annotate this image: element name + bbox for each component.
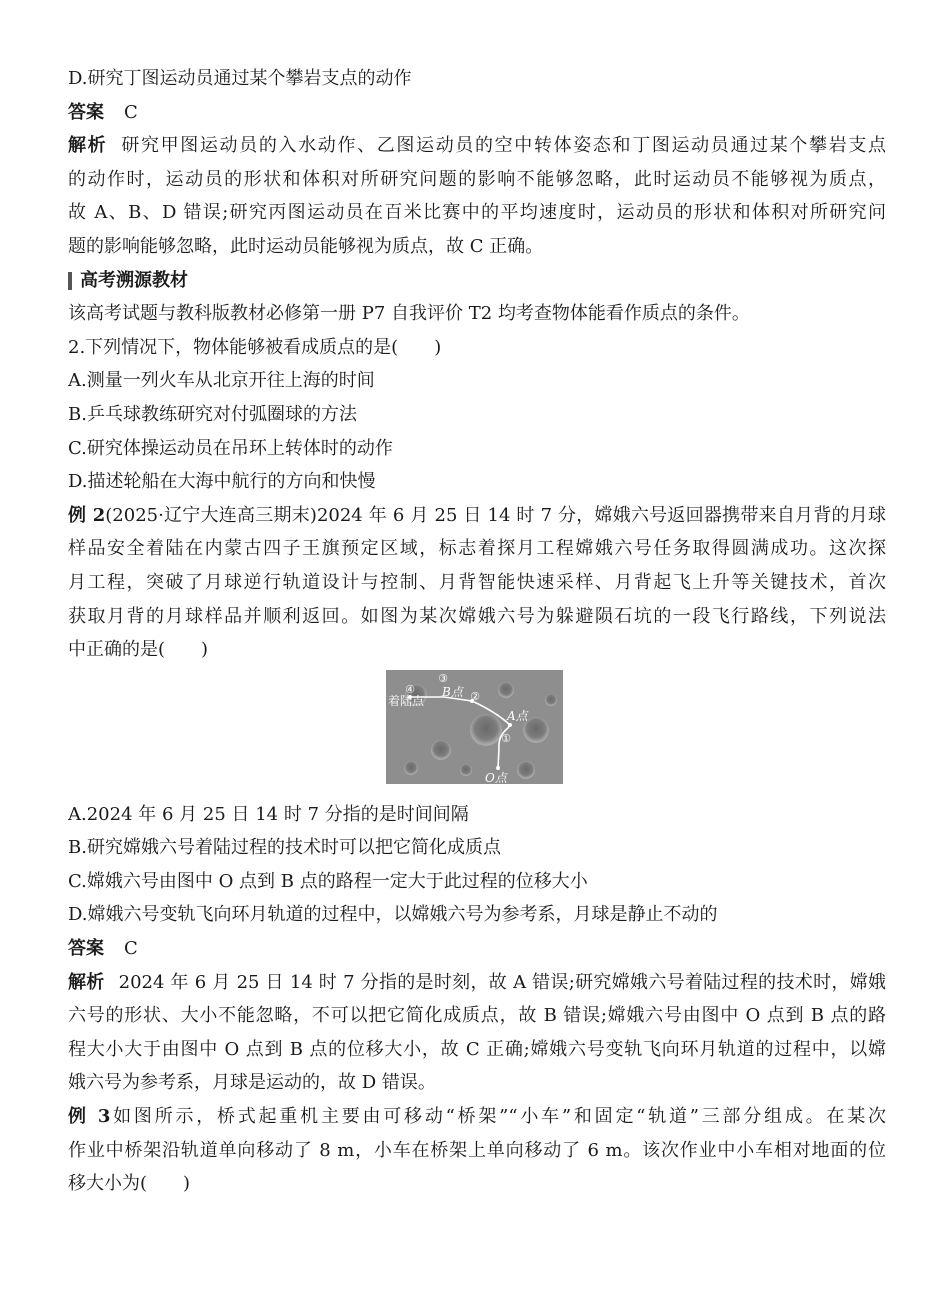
question-2-option-d: D.描述轮船在大海中航行的方向和快慢 (68, 471, 376, 493)
crater (404, 761, 418, 775)
crater (545, 694, 557, 706)
figure-container (68, 670, 886, 788)
analysis-label: 解析 (68, 135, 108, 157)
crater (470, 714, 502, 746)
example-2-option-d: D.嫦娥六号变轨飞向环月轨道的过程中，以嫦娥六号为参考系，月球是静止不动的 (68, 904, 718, 926)
example-2-option-b: B.研究嫦娥六号着陆过程的技术时可以把它简化成质点 (68, 837, 501, 859)
answer-line (68, 96, 886, 130)
example-2-answer-line (68, 932, 886, 966)
analysis-text: 2024 年 6 月 25 日 14 时 7 分指的是时刻，故 A 错误;研究嫦娥六号着陆过程的技术时，嫦娥 (118, 971, 886, 993)
analysis-line-4: 题的影响能够忽略，此时运动员能够视为质点，故 C 正确。 (68, 235, 544, 257)
label-circle-2: ② (470, 689, 480, 703)
document-page (68, 62, 886, 1201)
point-o-marker (496, 766, 500, 770)
crater (460, 764, 472, 776)
example-2-line-3: 月工程，突破了月球逆行轨道设计与控制、月背智能快速采样、月背起飞上升等关键技术，首次 (68, 571, 886, 593)
example-3-label: 例 3 (68, 1106, 111, 1128)
example-3-text: 如图所示，桥式起重机主要由可移动“桥架”“小车”和固定“轨道”三部分组成。在某次 (110, 1106, 886, 1128)
crater (498, 682, 514, 698)
moon-surface-figure (386, 670, 563, 784)
crater (517, 761, 535, 779)
example-2-analysis-line-3: 程大小大于由图中 O 点到 B 点的位移大小，故 C 正确;嫦娥六号变轨飞向环月轨道的过程中，以嫦 (68, 1038, 886, 1060)
answer-label: 答案 (68, 101, 104, 123)
analysis-line-2: 的动作时，运动员的形状和体积对所研究问题的影响不能够忽略，此时运动员不能够视为质点， (68, 168, 886, 190)
example-2-line-4: 获取月背的月球样品并顺利返回。如图为某次嫦娥六号为躲避陨石坑的一段飞行路线，下列说法 (68, 605, 886, 627)
example-2-analysis-line-1 (68, 966, 886, 1000)
example-2-line-2: 样品安全着陆在内蒙古四子王旗预定区域，标志着探月工程嫦娥六号任务取得圆满成功。这次探 (68, 538, 886, 560)
example-2-line-5: 中正确的是( ) (68, 639, 209, 661)
example-2-option-c: C.嫦娥六号由图中 O 点到 B 点的路程一定大于此过程的位移大小 (68, 870, 588, 892)
analysis-line-3: 故 A、B、D 错误;研究丙图运动员在百米比赛中的平均速度时，运动员的形状和体积对所研究问 (68, 202, 886, 224)
question-2-option-b: B.乒乓球教练研究对付弧圈球的方法 (68, 403, 357, 425)
flight-path-diagram (386, 670, 563, 784)
example-2-line-1 (68, 499, 886, 533)
answer-label: 答案 (68, 938, 104, 960)
question-2-stem: 2.下列情况下，物体能够被看成质点的是( ) (68, 336, 442, 358)
example-3-line-3: 移大小为( ) (68, 1173, 191, 1195)
analysis-line-1 (68, 129, 886, 163)
example-2-text: (2025·辽宁大连高三期末)2024 年 6 月 25 日 14 时 7 分，嫦娥六号返回器携带来自月背的月球 (105, 504, 886, 526)
question-2-option-c: C.研究体操运动员在吊环上转体时的动作 (68, 437, 393, 459)
label-point-o: O点 (485, 770, 507, 784)
example-3-line-1 (68, 1100, 886, 1134)
label-point-b: B点 (442, 684, 463, 699)
label-circle-1: ① (501, 731, 511, 745)
question-2-option-a: A.测量一列火车从北京开往上海的时间 (68, 370, 375, 392)
option-d-text: D.研究丁图运动员通过某个攀岩支点的动作 (68, 68, 412, 89)
example-3-line-2: 作业中桥架沿轨道单向移动了 8 m，小车在桥架上单向移动了 6 m。该次作业中小车相对地面的位 (68, 1139, 886, 1161)
analysis-label: 解析 (68, 971, 105, 993)
crater (431, 740, 451, 760)
label-circle-3: ③ (438, 671, 448, 685)
analysis-text: 研究甲图运动员的入水动作、乙图运动员的空中转体姿态和丁图运动员通过某个攀岩支点 (121, 135, 886, 157)
answer-value: C (124, 101, 138, 123)
example-2-option-a: A.2024 年 6 月 25 日 14 时 7 分指的是时间间隔 (68, 803, 469, 825)
label-circle-4: ④ (405, 682, 415, 696)
example-2-analysis-line-4: 娥六号为参考系，月球是运动的，故 D 错误。 (68, 1072, 436, 1094)
label-landing-point: 着陆点 (388, 693, 425, 708)
answer-value: C (124, 938, 138, 960)
example-2-analysis-line-2: 六号的形状、大小不能忽略，不可以把它简化成质点，故 B 错误;嫦娥六号由图中 O 点到 B 点的路 (68, 1005, 886, 1027)
section-intro: 该高考试题与教科版教材必修第一册 P7 自我评价 T2 均考查物体能看作质点的条件。 (68, 303, 750, 325)
point-a-marker (508, 723, 512, 727)
example-2-label: 例 2 (68, 504, 106, 526)
section-heading: 高考溯源教材 (68, 264, 886, 298)
label-point-a: A点 (507, 708, 528, 723)
